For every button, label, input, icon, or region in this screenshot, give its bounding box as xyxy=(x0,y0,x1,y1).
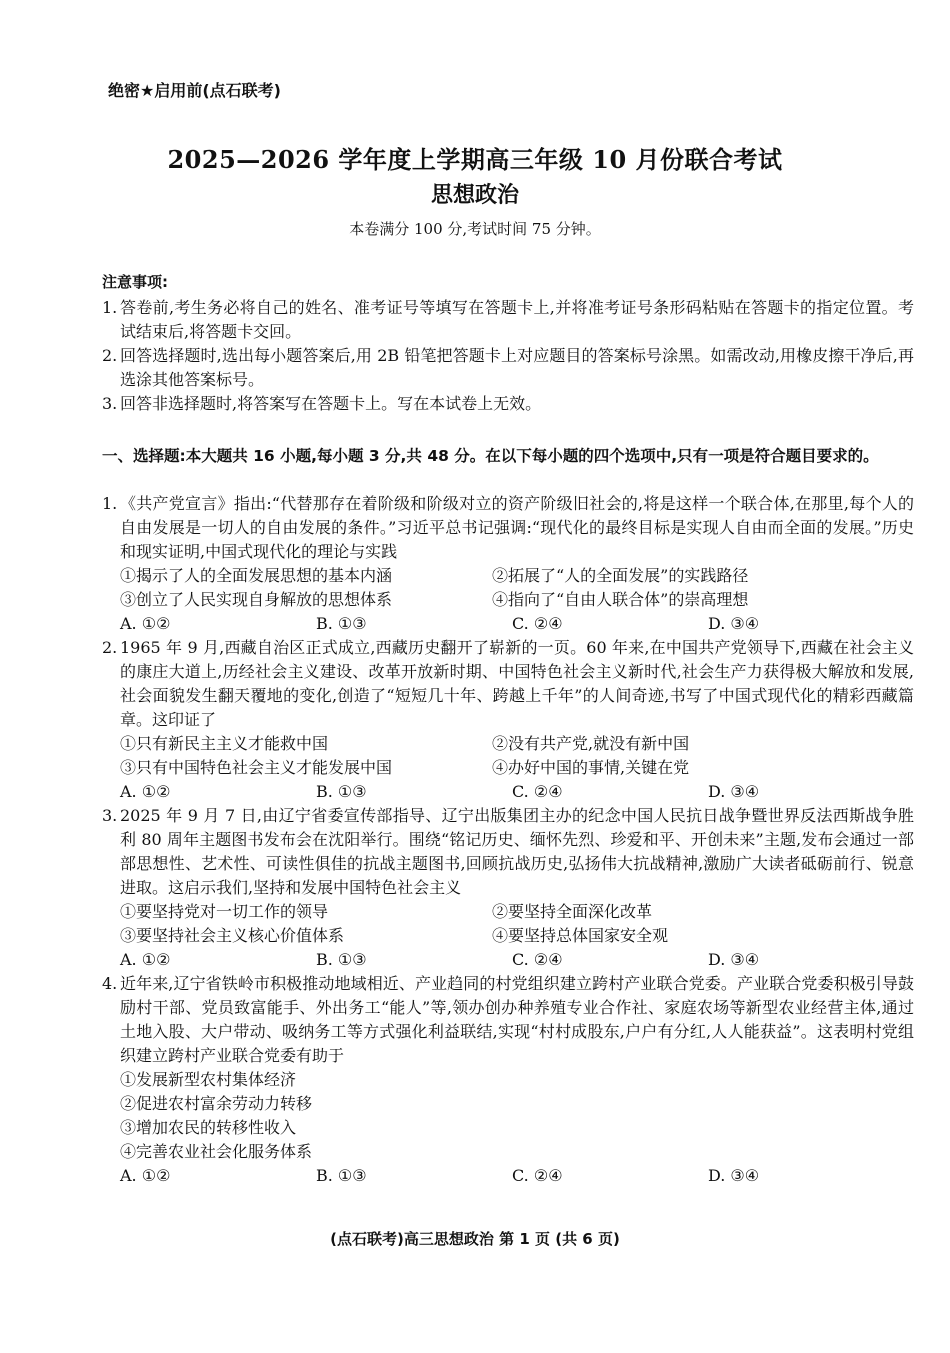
page-footer: (点石联考)高三思想政治 第 1 页 (共 6 页) xyxy=(330,1230,620,1248)
question-number: 2. xyxy=(102,638,118,657)
answer-choices xyxy=(120,612,914,636)
option-statement: ①发展新型农村集体经济 xyxy=(120,1070,297,1089)
section-instructions: 选择题:本大题共 16 小题,每小题 3 分,共 48 分。在以下每小题的四个选项中,只有一项是符合题目要求的。 xyxy=(133,447,879,465)
confidential-label: 绝密★启用前(点石联考) xyxy=(108,81,281,100)
question-body xyxy=(120,972,914,1188)
answer-choice-d: D. ③④ xyxy=(708,950,760,969)
note-number: 1. xyxy=(102,298,118,317)
option-statements xyxy=(120,732,914,780)
question-list xyxy=(102,492,914,1188)
question-body xyxy=(120,492,914,636)
subject-title: 思想政治 xyxy=(430,183,519,208)
note-item xyxy=(102,392,914,416)
option-statement: ①揭示了人的全面发展思想的基本内涵 xyxy=(120,566,393,585)
question-3 xyxy=(102,804,914,972)
notes-heading: 注意事项: xyxy=(102,273,168,291)
answer-choice-c: C. ②④ xyxy=(512,950,563,969)
option-statement: ②促进农村富余劳动力转移 xyxy=(120,1094,313,1113)
answer-choices xyxy=(120,948,914,972)
section-number: 一、 xyxy=(102,447,134,465)
option-statement: ②拓展了“人的全面发展”的实践路径 xyxy=(492,566,749,585)
question-number: 4. xyxy=(102,974,118,993)
question-body xyxy=(120,804,914,972)
answer-choice-d: D. ③④ xyxy=(708,1166,760,1185)
option-statements xyxy=(120,1068,914,1164)
option-statement: ②没有共产党,就没有新中国 xyxy=(492,734,690,753)
answer-choice-b: B. ①③ xyxy=(316,950,367,969)
answer-choice-c: C. ②④ xyxy=(512,1166,563,1185)
answer-choice-b: B. ①③ xyxy=(316,782,367,801)
answer-choice-d: D. ③④ xyxy=(708,782,760,801)
question-2 xyxy=(102,636,914,804)
answer-choice-d: D. ③④ xyxy=(708,614,760,633)
option-statement: ③增加农民的转移性收入 xyxy=(120,1118,297,1137)
answer-choice-c: C. ②④ xyxy=(512,782,563,801)
answer-choice-a: A. ①② xyxy=(120,614,171,633)
note-number: 2. xyxy=(102,346,118,365)
answer-choice-b: B. ①③ xyxy=(316,1166,367,1185)
option-statement: ④办好中国的事情,关键在党 xyxy=(492,758,690,777)
question-stem: 近年来,辽宁省铁岭市积极推动地域相近、产业趋同的村党组织建立跨村产业联合党委。产业联合党委积极引导鼓励村干部、党员致富能手、外出务工“能人”等,领办创办种养殖专业合作社、家庭农场等新型农业经营主体,通过土地入股、大户带动、吸纳务工等方式强化利益联结,实现“村村成股东,户户有分红,人人能获益”。这表明村党组织建立跨村产业联合党委有助于 xyxy=(120,974,914,1065)
question-stem: 2025 年 9 月 7 日,由辽宁省委宣传部指导、辽宁出版集团主办的纪念中国人民抗日战争暨世界反法西斯战争胜利 80 周年主题图书发布会在沈阳举行。围绕“铭记历史、缅怀先烈、珍爱和平、开创未来”主题,发布会通过一部部思想性、艺术性、可读性俱佳的抗战主题图书,回顾抗战历史,弘扬伟大抗战精神,激励广大读者砥砺前行、锐意进取。这启示我们,坚持和发展中国特色社会主义 xyxy=(120,806,914,897)
section-heading xyxy=(102,444,914,468)
answer-choice-a: A. ①② xyxy=(120,782,171,801)
note-item xyxy=(102,344,914,392)
question-stem: 《共产党宣言》指出:“代替那存在着阶级和阶级对立的资产阶级旧社会的,将是这样一个联合体,在那里,每个人的自由发展是一切人的自由发展的条件。”习近平总书记强调:“现代化的最终目标是实现人自由而全面的发展。”历史和现实证明,中国式现代化的理论与实践 xyxy=(120,494,914,561)
option-statement: ④完善农业社会化服务体系 xyxy=(120,1142,313,1161)
answer-choice-c: C. ②④ xyxy=(512,614,563,633)
answer-choices xyxy=(120,1164,914,1188)
option-statement: ③创立了人民实现自身解放的思想体系 xyxy=(120,590,393,609)
question-stem: 1965 年 9 月,西藏自治区正式成立,西藏历史翻开了崭新的一页。60 年来,在中国共产党领导下,西藏在社会主义的康庄大道上,历经社会主义建设、改革开放新时期、中国特色社会主义新时代,社会生产力获得极大解放和发展,社会面貌发生翻天覆地的变化,创造了“短短几十年、跨越上千年”的人间奇迹,书写了中国式现代化的精彩西藏篇章。这印证了 xyxy=(120,638,914,729)
question-1 xyxy=(102,492,914,636)
option-statements xyxy=(120,564,914,612)
question-number: 3. xyxy=(102,806,118,825)
note-number: 3. xyxy=(102,394,118,413)
question-4 xyxy=(102,972,914,1188)
note-text: 回答选择题时,选出每小题答案后,用 2B 铅笔把答题卡上对应题目的答案标号涂黑。如需改动,用橡皮擦干净后,再选涂其他答案标号。 xyxy=(120,346,914,389)
option-statement: ④要坚持总体国家安全观 xyxy=(492,926,669,945)
notes-block xyxy=(102,270,914,416)
option-statement: ①要坚持党对一切工作的领导 xyxy=(120,902,329,921)
answer-choice-b: B. ①③ xyxy=(316,614,367,633)
answer-choices xyxy=(120,780,914,804)
answer-choice-a: A. ①② xyxy=(120,1166,171,1185)
note-text: 回答非选择题时,将答案写在答题卡上。写在本试卷上无效。 xyxy=(120,394,542,413)
option-statement: ②要坚持全面深化改革 xyxy=(492,902,653,921)
option-statement: ④指向了“自由人联合体”的崇高理想 xyxy=(492,590,749,609)
option-statement: ③只有中国特色社会主义才能发展中国 xyxy=(120,758,393,777)
exam-title: 2025—2026 学年度上学期高三年级 10 月份联合考试 xyxy=(167,145,783,174)
question-number: 1. xyxy=(102,494,118,513)
note-text: 答卷前,考生务必将自己的姓名、准考证号等填写在答题卡上,并将准考证号条形码粘贴在答题卡的指定位置。考试结束后,将答题卡交回。 xyxy=(120,298,914,341)
exam-meta: 本卷满分 100 分,考试时间 75 分钟。 xyxy=(349,220,601,238)
option-statement: ①只有新民主主义才能救中国 xyxy=(120,734,329,753)
answer-choice-a: A. ①② xyxy=(120,950,171,969)
option-statements xyxy=(120,900,914,948)
option-statement: ③要坚持社会主义核心价值体系 xyxy=(120,926,345,945)
note-item xyxy=(102,296,914,344)
question-body xyxy=(120,636,914,804)
